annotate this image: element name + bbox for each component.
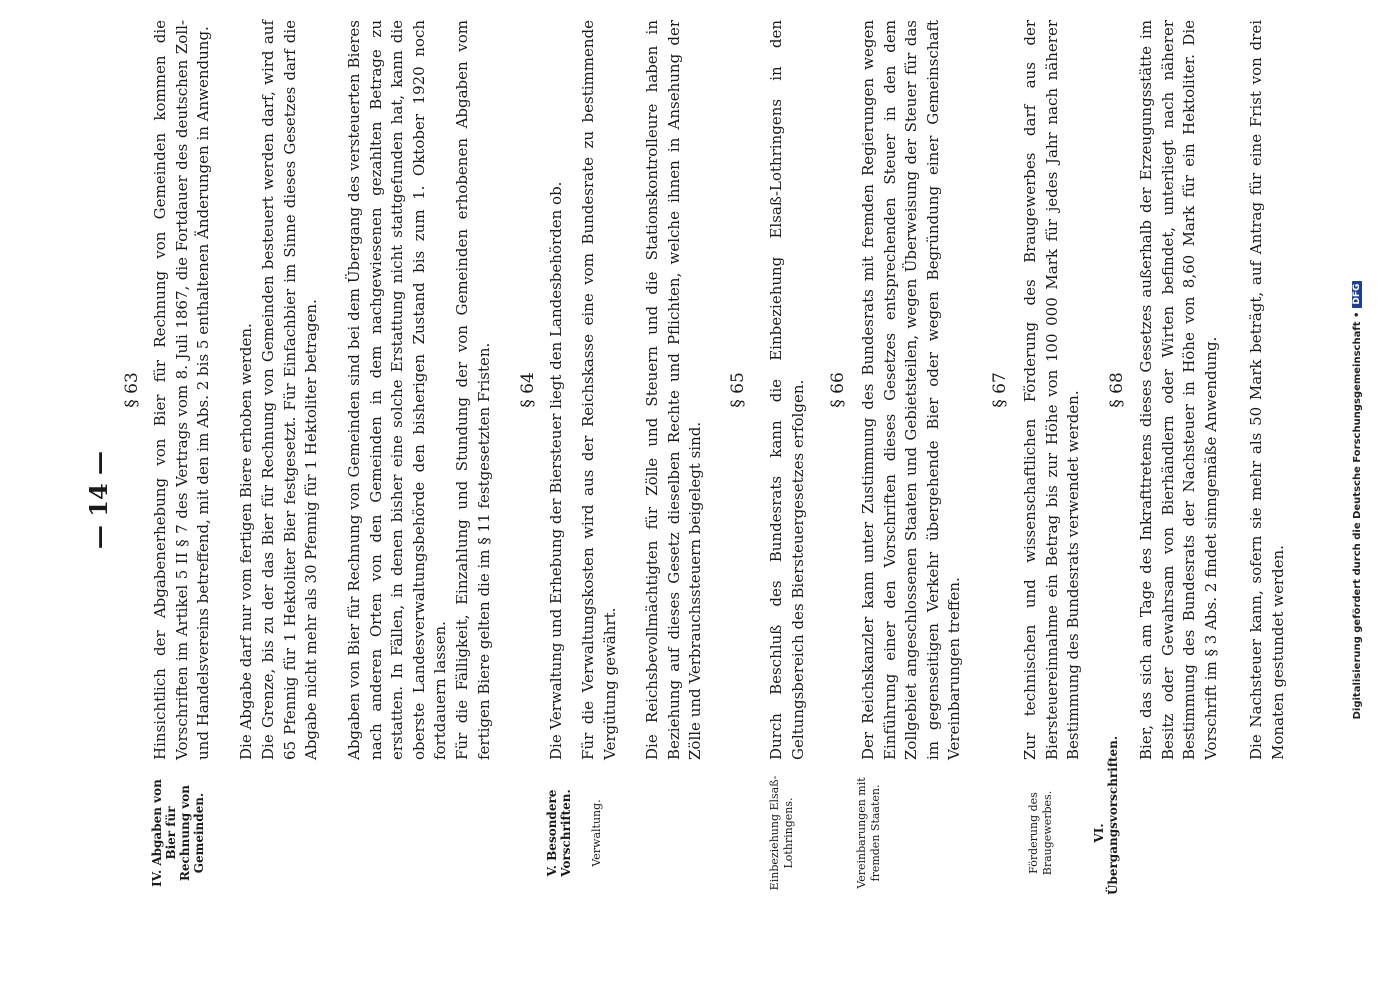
margin-note-iv: IV. Abgaben von Bier für Rechnung von Gemeinden. [150, 779, 206, 887]
margin-note-einbeziehung: Einbeziehung Elsaß-Lothringens. [768, 775, 795, 891]
paragraph-67: Zur technischen und wissenschaftlichen Förderung des Braugewerbes darf aus der Biersteuereinnahme ein Betrag bis zur Höhe von 100 000 Mark für jedes Jahr nach näherer Bestimmung des Bundesrats verwendet werden. [1021, 20, 1082, 760]
paragraph-66: Der Reichskanzler kann unter Zustimmung des Bundesrats mit fremden Regierungen wegen Einführung einer den Vorschriften dieses Gesetzes entsprechenden Steuer in den dem Zollgebiet angeschlossenen Staaten und Gebietsteilen, wegen Überweisung der Steuer für das im gegenseitigen Verkehr übergehende Bier oder wegen Begründung einer Gemeinschaft Vereinbarungen treffen. [859, 20, 963, 760]
paragraph-63-1: Hinsichtlich der Abgabenerhebung von Bier für Rechnung von Gemeinden kommen die Vorschriften im Artikel 5 II § 7 des Vertrags vom 8. Juli 1867, die Fortdauer des deutschen Zoll- und Handelsvereins betreffend, mit den im Abs. 2 bis 5 enthaltenen Änderungen in Anwendung. [151, 20, 212, 760]
dfg-logo: DFG [1352, 281, 1362, 308]
paragraph-64-3: Die Reichsbevollmächtigten für Zölle und Steuern und die Stationskontrolleure haben in Beziehung auf dieses Gesetz dieselben Rechte und Pflichten, welche ihnen in Ansehung der Zölle und Verbrauchssteuern beigelegt sind. [643, 20, 704, 760]
margin-note-foerderung: Förderung des Braugewerbes. [1027, 790, 1054, 876]
paragraph-68-2: Die Nachsteuer kann, sofern sie mehr als 50 Mark beträgt, auf Antrag für eine Frist von drei Monaten gestundet werden. [1247, 20, 1287, 760]
credit-text: Digitalisierung gefördert durch die Deutsche Forschungsgemeinschaft • [1352, 311, 1363, 720]
section-67-heading: § 67 [990, 372, 1010, 408]
paragraph-63-3: Die Grenze, bis zu der das Bier für Rechnung von Gemeinden besteuert werden darf, wird auf 65 Pfennig für 1 Hektoliter Bier festgesetzt. Für Einfachbier im Sinne dieses Gesetzes darf die Abgabe nicht mehr als 30 Pfennig für 1 Hektoliter betragen. [259, 20, 320, 760]
paragraph-63-4: Abgaben von Bier für Rechnung von Gemeinden sind bei dem Übergang des versteuerten Bieres nach anderen Orten von den Gemeinden in dem nachgewiesenen gezahlten Betrage zu erstatten. In Fällen, in denen bisher eine solche Erstattung nicht stattgefunden hat, kann die oberste Landesverwaltungsbehörde den bisherigen Zustand bis zum 1. Oktober 1920 noch fortdauern lassen. [345, 20, 449, 760]
page-number: — 14 — [84, 450, 113, 550]
section-65-heading: § 65 [728, 372, 748, 408]
digitization-credit [1352, 0, 1363, 1000]
paragraph-64-2: Für die Verwaltungskosten wird aus der Reichskasse eine vom Bundesrate zu bestimmende Vergütung gewährt. [579, 20, 619, 760]
margin-note-vi: VI. Übergangsvorschriften. [1092, 735, 1120, 895]
paragraph-65: Durch Beschluß des Bundesrats kann die Einbeziehung Elsaß-Lothringens in den Geltungsbereich des Biersteuergesetzes erfolgen. [767, 20, 807, 760]
paragraph-63-2: Die Abgabe darf nur vom fertigen Biere erhoben werden. [237, 323, 255, 760]
section-64-heading: § 64 [518, 372, 538, 408]
margin-note-vereinbarungen: Vereinbarungen mit fremden Staaten. [855, 777, 882, 889]
section-68-heading: § 68 [1107, 372, 1127, 408]
paragraph-63-5: Für die Fälligkeit, Einzahlung und Stundung der von Gemeinden erhobenen Abgaben vom fertigen Biere gelten die im § 11 festgesetzten Fristen. [453, 20, 493, 760]
section-63-heading: § 63 [122, 372, 142, 408]
paragraph-68-1: Bier, das sich am Tage des Inkrafttretens dieses Gesetzes außerhalb der Erzeugungsstätte im Besitz oder Gewahrsam von Bierhändlern oder Wirten befindet, unterliegt nach näherer Bestimmung des Bundesrats der Nachsteuer in Höhe von 8,60 Mark für ein Hektoliter. Die Vorschrift im § 3 Abs. 2 findet sinngemäße Anwendung. [1137, 20, 1220, 760]
paragraph-64-1: Die Verwaltung und Erhebung der Biersteuer liegt den Landesbehörden ob. [547, 181, 565, 760]
section-66-heading: § 66 [828, 372, 848, 408]
margin-note-verwaltung: Verwaltung. [590, 799, 603, 867]
margin-note-v: V. Besondere Vorschriften. [545, 789, 573, 877]
